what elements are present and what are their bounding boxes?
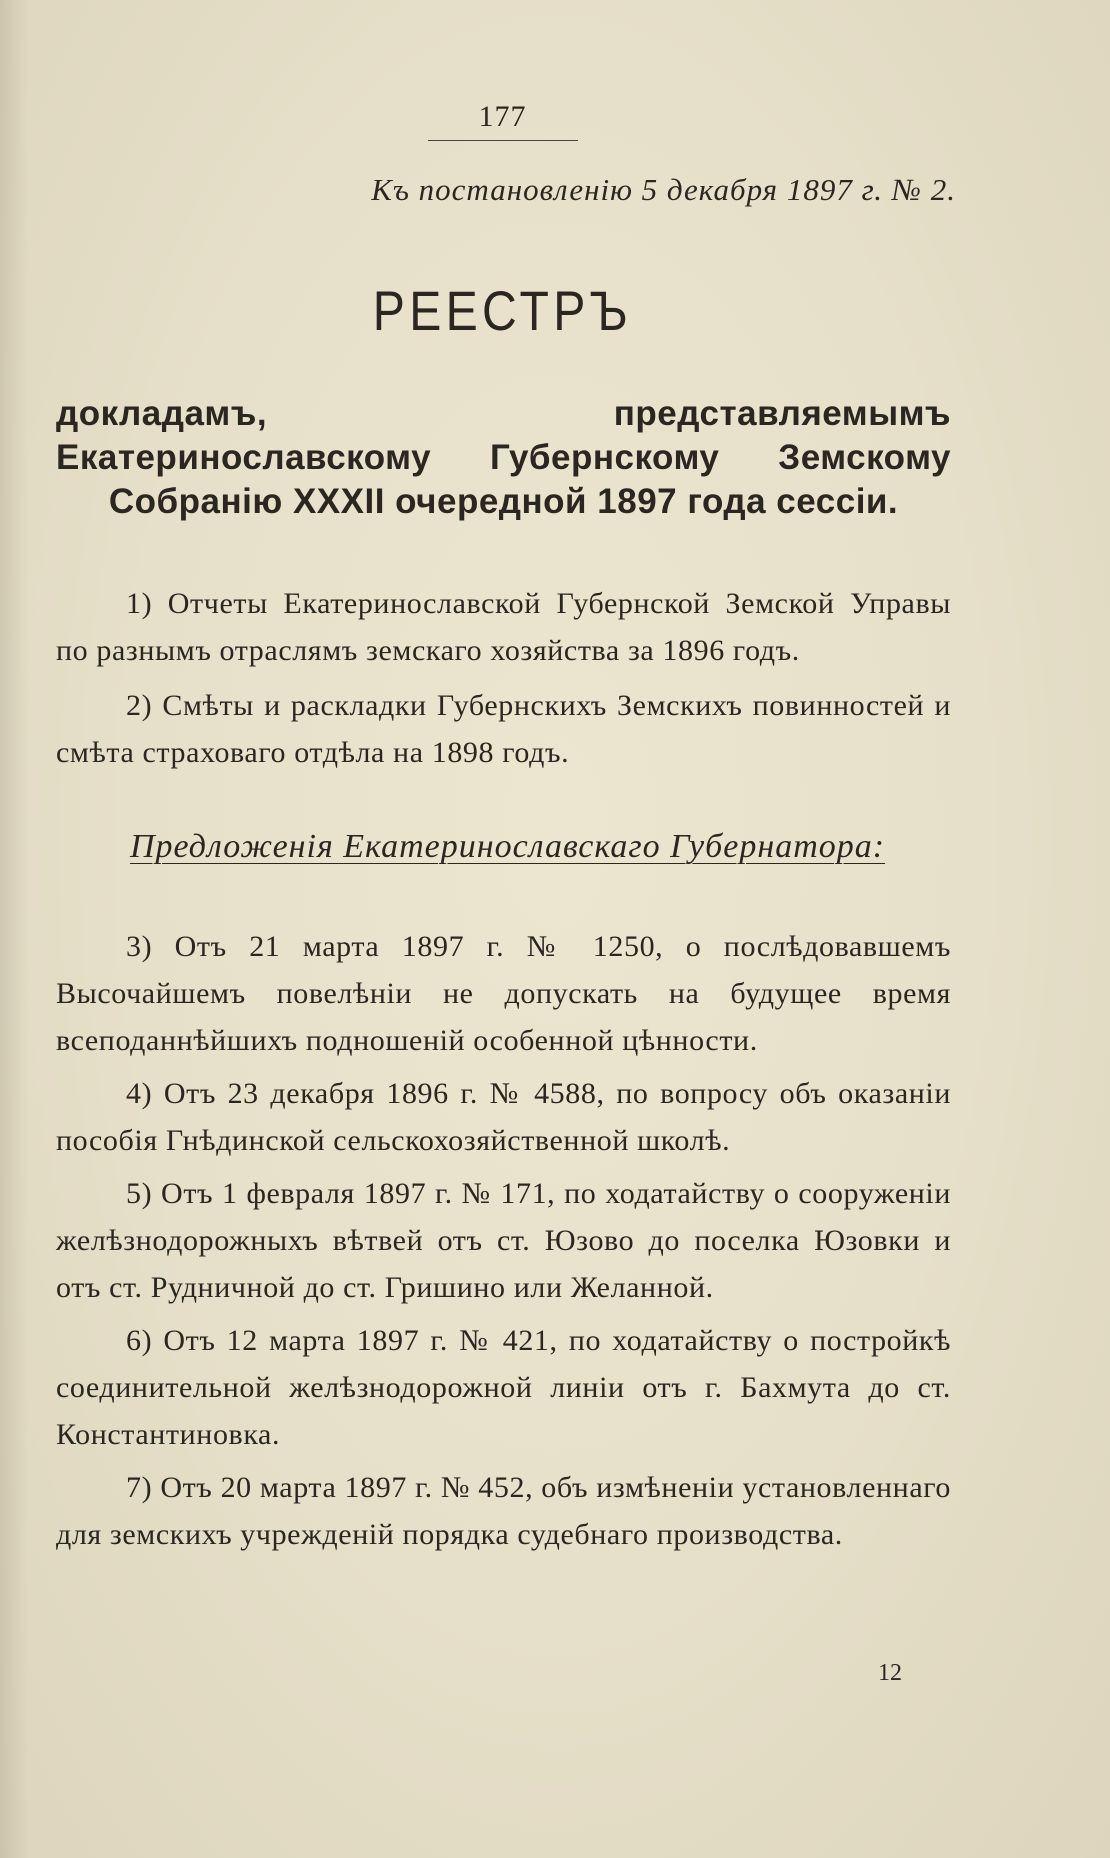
section-heading: Предложенія Екатеринославскаго Губернатора:	[130, 828, 886, 865]
list-item: 6) Отъ 12 марта 1897 г. № 421, по ходатайству о постройкѣ соединительной желѣзнодорожной линіи отъ г. Бахмута до ст. Константиновка.	[56, 1324, 951, 1451]
list-item: 5) Отъ 1 февраля 1897 г. № 171, по ходатайству о сооруженіи желѣзнодорожныхъ вѣтвей отъ ст. Юзово до поселка Юзовки и отъ ст. Рудничной до ст. Гришино или Желанной.	[56, 1177, 951, 1304]
governor-proposals-list	[56, 923, 951, 1558]
list-item: 3) Отъ 21 марта 1897 г. № 1250, о послѣдовавшемъ Высочайшемъ повелѣніи не допускать на будущее время всеподаннѣйшихъ подношеній особенной цѣнности.	[56, 930, 951, 1057]
signature-mark: 12	[878, 1660, 902, 1686]
list-item: 7) Отъ 20 марта 1897 г. № 452, объ измѣненіи установленнаго для земскихъ учрежденій порядка судебнаго производства.	[56, 1471, 951, 1551]
list-item: 1) Отчеты Екатеринославской Губернской Земской Управы по разнымъ отраслямъ земскаго хозяйства за 1896 годъ.	[56, 587, 951, 667]
reports-list	[56, 580, 951, 776]
document-title: РЕЕСТРЪ	[372, 279, 633, 342]
document-subtitle: докладамъ, представляемымъ Екатеринославскому Губернскому Земскому Собранію XXXII очередной 1897 года сессіи.	[56, 394, 951, 521]
list-item: 4) Отъ 23 декабря 1896 г. № 4588, по вопросу объ оказаніи пособія Гнѣдинской сельскохозяйственной школѣ.	[56, 1077, 951, 1157]
page-number-rule	[428, 140, 578, 141]
page-number: 177	[478, 100, 527, 133]
resolution-reference: Къ постановленію 5 декабря 1897 г. № 2.	[371, 172, 956, 207]
list-item: 2) Смѣты и раскладки Губернскихъ Земскихъ повинностей и смѣта страховаго отдѣла на 1898 годъ.	[56, 689, 951, 769]
